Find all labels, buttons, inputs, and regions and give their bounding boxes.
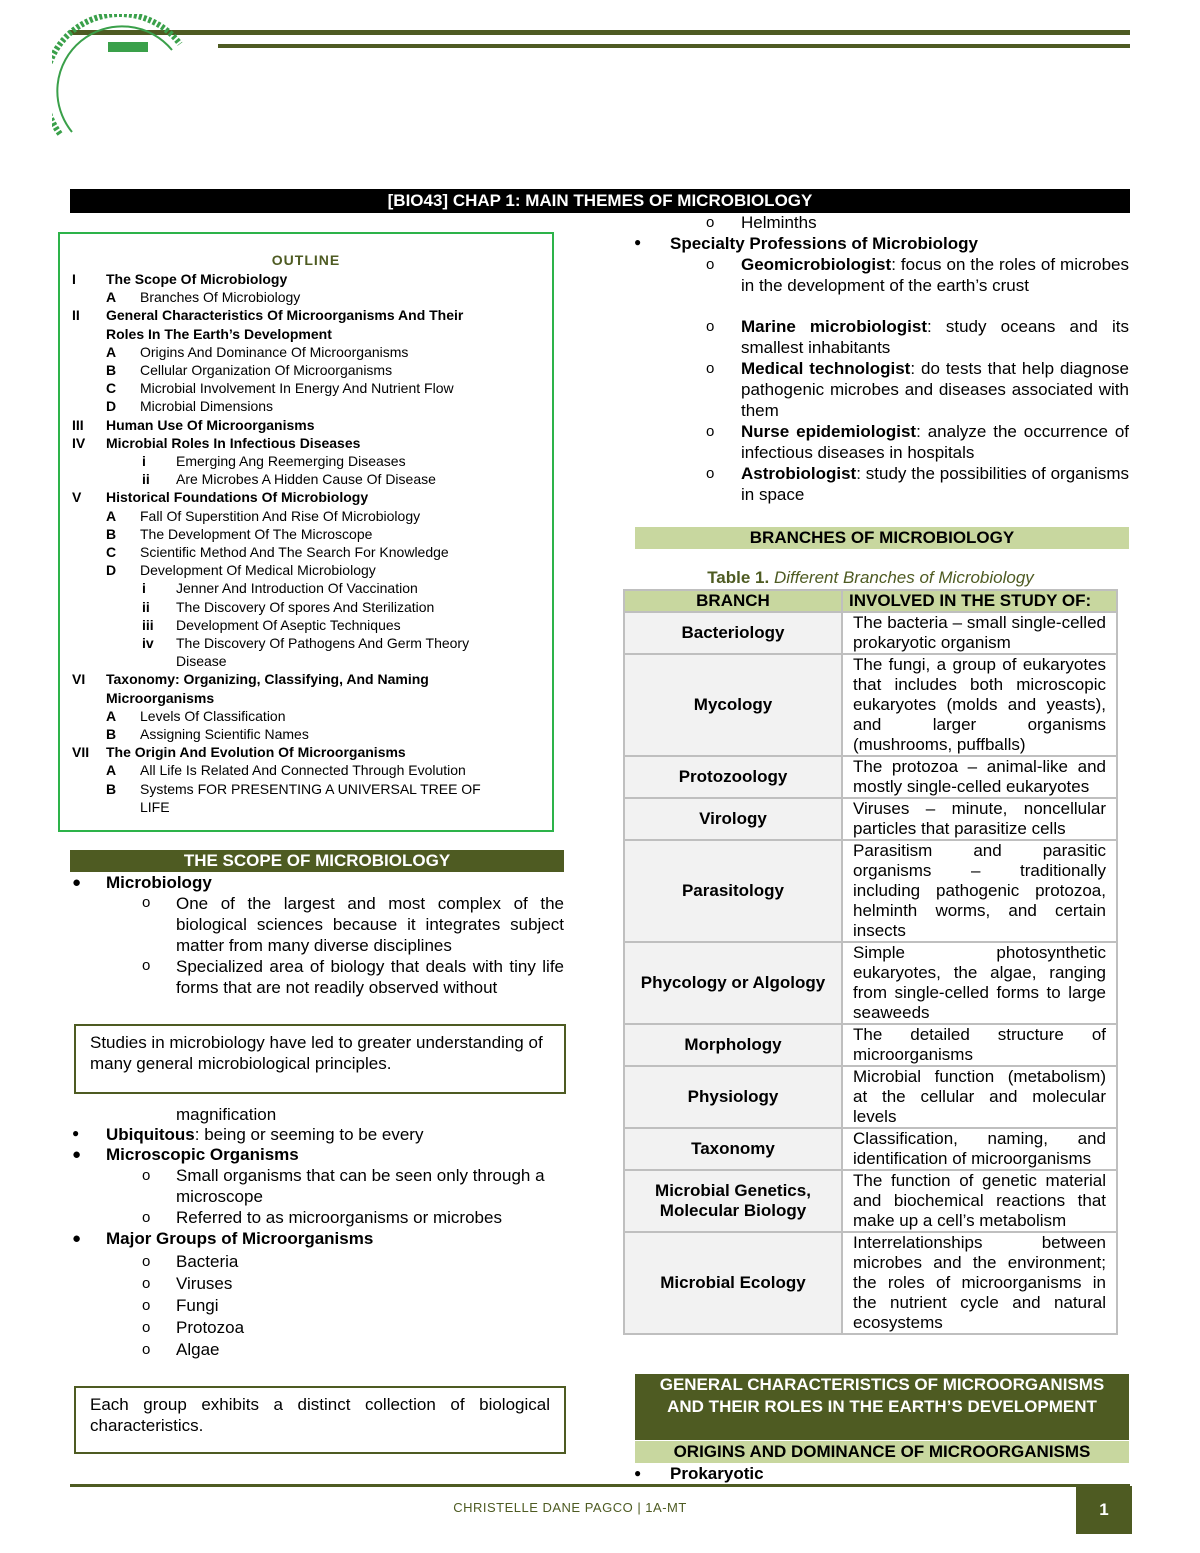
outline-item-label: Branches Of Microbiology [140,289,301,306]
outline-item-label: Development Of Aseptic Techniques [176,616,401,633]
outline-item-label: Origins And Dominance Of Microorganisms [140,343,409,360]
profession-term: Marine microbiologist [741,317,928,336]
outline-item-label: The Origin And Evolution Of Microorganisms [106,744,406,761]
outline-item-number: VII [72,744,90,761]
profession-term: Astrobiologist [741,464,857,483]
page-number: 1 [1076,1486,1132,1534]
branch-name-cell: Phycology or Algology [624,942,842,1024]
outline-item-label: Roles In The Earth’s Development [106,325,332,342]
profession-item [741,316,1129,358]
circle-bullet-icon: o [142,957,151,974]
outline-item-label: Systems FOR PRESENTING A UNIVERSAL TREE OF [140,780,481,797]
general-characteristics-header: GENERAL CHARACTERISTICS OF MICROORGANISMS AND THEIR ROLES IN THE EARTH’S DEVELOPMENT [635,1374,1129,1440]
outline-heading: OUTLINE [271,252,341,268]
circle-bullet-icon: o [142,1297,151,1314]
table-header-row [624,590,1117,612]
outline-item-number: iv [142,635,154,651]
outline-item-label: Jenner And Introduction Of Vaccination [176,580,418,597]
branch-description-cell: The bacteria – small single-celled prokaryotic organism [842,612,1117,654]
microscopic-organisms-label: Microscopic Organisms [106,1145,299,1164]
outline-item-number: B [106,780,117,797]
branch-description-cell: Parasitism and parasitic organisms – traditionally including pathogenic protozoa, helminth worms, and certain insects [842,840,1117,942]
major-group-item: Fungi [176,1296,219,1315]
prokaryotic-label: Prokaryotic [670,1464,764,1483]
outline-item-label: Are Microbes A Hidden Cause Of Disease [176,471,436,488]
table-row [624,1232,1117,1334]
scope-header: THE SCOPE OF MICROBIOLOGY [70,850,564,872]
outline-item-label: Human Use Of Microorganisms [106,416,315,433]
branch-description-cell: Microbial function (metabolism) at the cellular and molecular levels [842,1066,1117,1128]
logo-seal-icon [52,14,188,136]
outline-item-label: LIFE [140,798,170,815]
outline-item-label: Development Of Medical Microbiology [140,562,376,579]
column-header-study: INVOLVED IN THE STUDY OF: [842,590,1117,612]
outline-item-number: II [72,307,80,324]
outline-item-label: Cellular Organization Of Microorganisms [140,362,393,378]
outline-item-number: B [106,525,117,542]
outline-item-label: The Development Of The Microscope [140,525,373,542]
bullet-icon: ● [72,1230,82,1247]
table-row [624,756,1117,798]
circle-bullet-icon: o [142,1253,151,1270]
ubiquitous-label: Ubiquitous [106,1125,195,1144]
header-rule-top [70,30,1130,35]
microbiology-label: Microbiology [106,873,212,892]
profession-description: : focus on the roles of microbes in the development of the earth’s crust [741,255,1129,295]
table-row [624,612,1117,654]
outline-item-number: iii [142,616,154,633]
outline-item-number: A [106,707,117,724]
profession-item [741,254,1129,296]
outline-item-number: B [106,726,117,742]
branches-header: BRANCHES OF MICROBIOLOGY [635,527,1129,549]
bullet-icon: ● [72,1126,80,1140]
circle-bullet-icon: o [706,214,715,231]
column-header-branch: BRANCH [624,590,842,612]
profession-description: : study the possibilities of organisms in space [741,464,1129,504]
header-rule-bottom [218,44,1130,48]
branch-description-cell: Classification, naming, and identification of microorganisms [842,1128,1117,1170]
outline-item-number: A [106,289,117,306]
footer-rule [70,1484,1130,1487]
table-row [624,1128,1117,1170]
branch-name-cell: Physiology [624,1066,842,1128]
circle-bullet-icon: o [142,1167,151,1184]
branch-description-cell: Interrelationships between microbes and the environment; the roles of microorganisms in the nutrient cycle and natural ecosystems [842,1232,1117,1334]
major-groups-label: Major Groups of Microorganisms [106,1229,374,1248]
outline-item-number: A [106,762,117,779]
microbiology-def-2-cont: magnification [176,1105,277,1124]
footer-author: CHRISTELLE DANE PAGCO | 1A-MT [453,1500,687,1515]
specialty-professions-label: Specialty Professions of Microbiology [670,234,978,253]
note-box-principles: Studies in microbiology have led to greater understanding of many general microbiological principles. [74,1024,566,1094]
outline-item-number: ii [142,471,150,488]
bullet-icon: ● [72,874,82,891]
branch-name-cell: Bacteriology [624,612,842,654]
outline-item-label: Microbial Dimensions [140,398,274,415]
outline-item-number: C [106,544,117,560]
circle-bullet-icon: o [706,465,715,482]
profession-term: Geomicrobiologist [741,255,892,274]
outline-item-number: D [106,562,117,579]
branch-description-cell: The protozoa – animal-like and mostly single-celled eukaryotes [842,756,1117,798]
outline-item-label: The Discovery Of Pathogens And Germ Theory [176,635,470,651]
outline-item-label: Historical Foundations Of Microbiology [106,489,369,506]
table-row [624,798,1117,840]
outline-item-label: Disease [176,653,227,670]
outline-item-number: B [106,362,117,378]
table-row [624,942,1117,1024]
profession-description: : do tests that help diagnose pathogenic microbes and diseases associated with them [741,359,1129,420]
microscopic-def-1: Small organisms that can be seen only through a microscope [176,1166,545,1206]
outline-item-number: i [142,453,146,469]
outline-item-number: IV [72,434,86,451]
table-row [624,840,1117,942]
outline-item-label: Fall Of Superstition And Rise Of Microbiology [140,507,421,524]
outline-item-label: Taxonomy: Organizing, Classifying, And Naming [106,671,429,688]
circle-bullet-icon: o [706,318,715,335]
major-group-item: Viruses [176,1274,233,1293]
outline-item-number: C [106,380,117,397]
table-caption [623,568,1118,588]
profession-term: Nurse epidemiologist [741,422,917,441]
outline-item-label: Microorganisms [106,689,215,706]
circle-bullet-icon: o [142,1275,151,1292]
table-row [624,1024,1117,1066]
outline-item-label: Microbial Roles In Infectious Diseases [106,434,361,451]
outline-item-number: A [106,507,117,524]
major-group-item: Bacteria [176,1252,239,1271]
branch-description-cell: The function of genetic material and biochemical reactions that make up a cell’s metabolism [842,1170,1117,1232]
branch-name-cell: Microbial Ecology [624,1232,842,1334]
branches-table [623,589,1118,1335]
outline-item-label: Emerging Ang Reemerging Diseases [176,453,406,469]
outline-item-number: III [72,416,84,433]
branch-name-cell: Mycology [624,654,842,756]
circle-bullet-icon: o [142,1341,151,1358]
bullet-icon: ● [634,235,642,249]
outline-item-label: The Scope Of Microbiology [106,271,288,287]
note-box-groups: Each group exhibits a distinct collection of biological characteristics. [74,1386,566,1454]
document-title: [BIO43] CHAP 1: MAIN THEMES OF MICROBIOLOGY [70,189,1130,213]
branch-description-cell: The fungi, a group of eukaryotes that includes both microscopic eukaryotes (molds and yeasts), and larger organisms (mushrooms, puffballs) [842,654,1117,756]
outline-item-number: I [72,271,76,287]
ubiquitous-item [106,1124,423,1145]
profession-item [741,358,1129,421]
microbiology-def-1: One of the largest and most complex of the biological sciences because it integrates subject matter from many diverse disciplines [176,894,564,955]
circle-bullet-icon: o [142,894,151,911]
profession-item [741,463,1129,505]
outline-item-number: VI [72,671,86,688]
profession-term: Medical technologist [741,359,911,378]
outline-item-number: D [106,398,117,415]
outline-item-number: V [72,489,82,506]
major-group-item: Algae [176,1340,220,1359]
caption-text: Different Branches of Microbiology [773,568,1034,587]
microscopic-def-2: Referred to as microorganisms or microbes [176,1208,502,1227]
profession-description: : study oceans and its smallest inhabitants [741,317,1129,357]
bullet-icon: ● [72,1146,82,1163]
microbiology-def-2: Specialized area of biology that deals with tiny life forms that are not readily observed without [176,957,564,997]
outline-item-label: The Discovery Of spores And Sterilization [176,598,435,615]
ubiquitous-text: : being or seeming to be every [194,1125,424,1144]
branch-description-cell: Viruses – minute, noncellular particles that parasitize cells [842,798,1117,840]
outline-item-number: i [142,580,146,597]
outline-item-label: Levels Of Classification [140,707,286,724]
bullet-icon: ● [634,1466,642,1480]
outline-item-label: Scientific Method And The Search For Knowledge [140,544,449,560]
branch-description-cell: Simple photosynthetic eukaryotes, the algae, ranging from single-celled forms to large seaweeds [842,942,1117,1024]
profession-item [741,421,1129,463]
branches-table-body [624,612,1117,1334]
branch-name-cell: Protozoology [624,756,842,798]
profession-description: : analyze the occurrence of infectious diseases in hospitals [741,422,1129,462]
table-row [624,1170,1117,1232]
outline-box [58,232,554,832]
circle-bullet-icon: o [142,1319,151,1336]
table-row [624,654,1117,756]
circle-bullet-icon: o [706,360,715,377]
table-row [624,1066,1117,1128]
origins-header: ORIGINS AND DOMINANCE OF MICROORGANISMS [635,1441,1129,1463]
branch-name-cell: Taxonomy [624,1128,842,1170]
outline-item-label: Assigning Scientific Names [140,726,309,742]
circle-bullet-icon: o [706,423,715,440]
circle-bullet-icon: o [706,256,715,273]
branch-name-cell: Microbial Genetics, Molecular Biology [624,1170,842,1232]
outline-item-label: All Life Is Related And Connected Through Evolution [140,762,466,779]
outline-item-number: A [106,343,117,360]
outline-item-label: General Characteristics Of Microorganisms And Their [106,307,464,324]
major-group-item: Protozoa [176,1318,245,1337]
branch-name-cell: Parasitology [624,840,842,942]
branch-description-cell: The detailed structure of microorganisms [842,1024,1117,1066]
branch-name-cell: Virology [624,798,842,840]
outline-item-number: ii [142,598,150,615]
branch-name-cell: Morphology [624,1024,842,1066]
circle-bullet-icon: o [142,1209,151,1226]
outline-item-label: Microbial Involvement In Energy And Nutrient Flow [140,380,454,397]
caption-label: Table 1. [707,568,770,587]
helminths-item: Helminths [741,213,817,232]
